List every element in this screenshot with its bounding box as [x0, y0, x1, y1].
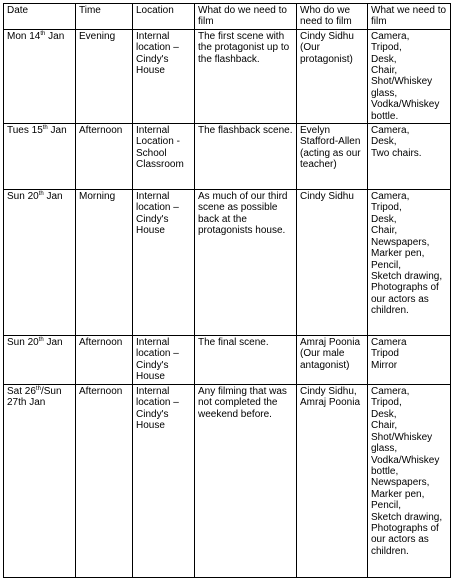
- equipment-item: Pencil,: [371, 259, 402, 271]
- date-ordinal: th: [40, 30, 46, 37]
- date-ordinal: th: [38, 337, 44, 344]
- date-cell: [4, 336, 76, 385]
- scene-cell: The flashback scene.: [195, 124, 297, 190]
- equipment-item: Tripod,: [371, 202, 402, 214]
- equipment-item: Camera,: [371, 125, 410, 137]
- equipment-item: Vodka/Whiskey bottle,: [371, 454, 440, 477]
- table-row: [4, 336, 451, 385]
- equipment-item: Camera: [371, 337, 407, 349]
- equipment-item: Desk,: [371, 213, 397, 225]
- equipment-item: Chair,: [371, 65, 398, 77]
- who-cell: Cindy Sidhu: [297, 190, 368, 336]
- date-rest: Jan: [45, 30, 65, 42]
- date-main: Sun 20: [7, 191, 39, 203]
- header-items: What we need to film: [368, 4, 451, 30]
- equipment-item: Newspapers,: [371, 477, 430, 489]
- equipment-item: Marker pen,: [371, 488, 425, 500]
- date-main: Sun 20: [7, 337, 39, 349]
- header-row: [4, 4, 451, 30]
- who-cell: Cindy Sidhu (Our protagonist): [297, 29, 368, 123]
- equipment-item: Marker pen,: [371, 248, 425, 260]
- date-ordinal: th: [38, 191, 44, 198]
- equipment-item: Vodka/Whiskey bottle.: [371, 99, 440, 122]
- header-who: Who do we need to film: [297, 4, 368, 30]
- equipment-item: Photographs of our actors as children.: [371, 282, 439, 317]
- scene-cell: The first scene with the protagonist up to the flashback.: [195, 29, 297, 123]
- header-scene: What do we need to film: [195, 4, 297, 30]
- table-row: [4, 124, 451, 190]
- location-cell: Internal location – Cindy's House: [133, 190, 195, 336]
- date-cell: [4, 385, 76, 578]
- header-location: Location: [133, 4, 195, 30]
- who-cell: Amraj Poonia (Our male antagonist): [297, 336, 368, 385]
- equipment-item: Sketch drawing,: [371, 511, 443, 523]
- equipment-item: Camera,: [371, 30, 410, 42]
- location-cell: Internal Location - School Classroom: [133, 124, 195, 190]
- scene-cell: As much of our third scene as possible back at the protagonists house.: [195, 190, 297, 336]
- equipment-item: Camera,: [371, 191, 410, 203]
- location-cell: Internal location – Cindy's House: [133, 385, 195, 578]
- equipment-item: Mirror: [371, 359, 398, 371]
- date-main: Sat 26: [7, 386, 36, 398]
- equipment-item: Tripod: [371, 348, 399, 360]
- header-date: Date: [4, 4, 76, 30]
- date-ordinal: th: [42, 125, 48, 132]
- time-cell: Afternoon: [76, 336, 133, 385]
- location-cell: Internal location – Cindy's House: [133, 29, 195, 123]
- equipment-item: Chair,: [371, 225, 398, 237]
- time-cell: Evening: [76, 29, 133, 123]
- table-row: [4, 29, 451, 123]
- equipment-item: Desk,: [371, 136, 397, 148]
- equipment-item: Shot/Whiskey glass,: [371, 76, 433, 99]
- date-ordinal: th: [35, 386, 41, 393]
- header-time: Time: [76, 4, 133, 30]
- location-cell: Internal location – Cindy's House: [133, 336, 195, 385]
- date-main: Tues 15: [7, 125, 43, 137]
- equipment-item: Camera,: [371, 386, 410, 398]
- equipment-item: Photographs of our actors as children.: [371, 522, 439, 557]
- date-rest: /Sun 27th Jan: [7, 386, 62, 409]
- table-row: [4, 385, 451, 578]
- date-rest: Jan: [43, 191, 63, 203]
- date-cell: [4, 29, 76, 123]
- equipment-item: Tripod,: [371, 397, 402, 409]
- equipment-item: Pencil,: [371, 500, 402, 512]
- items-cell: [368, 385, 451, 578]
- date-cell: [4, 190, 76, 336]
- items-cell: [368, 29, 451, 123]
- scene-cell: The final scene.: [195, 336, 297, 385]
- scene-cell: Any filming that was not completed the weekend before.: [195, 385, 297, 578]
- items-cell: [368, 190, 451, 336]
- who-cell: Evelyn Stafford-Allen (acting as our teacher): [297, 124, 368, 190]
- equipment-item: Chair,: [371, 420, 398, 432]
- equipment-item: Tripod,: [371, 42, 402, 54]
- time-cell: Morning: [76, 190, 133, 336]
- equipment-item: Sketch drawing,: [371, 270, 443, 282]
- equipment-item: Desk,: [371, 53, 397, 65]
- date-cell: [4, 124, 76, 190]
- date-rest: Jan: [43, 337, 63, 349]
- date-rest: Jan: [47, 125, 67, 137]
- items-cell: [368, 336, 451, 385]
- time-cell: Afternoon: [76, 124, 133, 190]
- filming-schedule-table: [3, 3, 451, 578]
- table-row: [4, 190, 451, 336]
- equipment-item: Two chairs.: [371, 147, 422, 159]
- date-main: Mon 14: [7, 30, 41, 42]
- equipment-item: Newspapers,: [371, 236, 430, 248]
- who-cell: Cindy Sidhu, Amraj Poonia: [297, 385, 368, 578]
- equipment-item: Shot/Whiskey glass,: [371, 431, 433, 455]
- items-cell: [368, 124, 451, 190]
- equipment-item: Desk,: [371, 408, 397, 420]
- time-cell: Afternoon: [76, 385, 133, 578]
